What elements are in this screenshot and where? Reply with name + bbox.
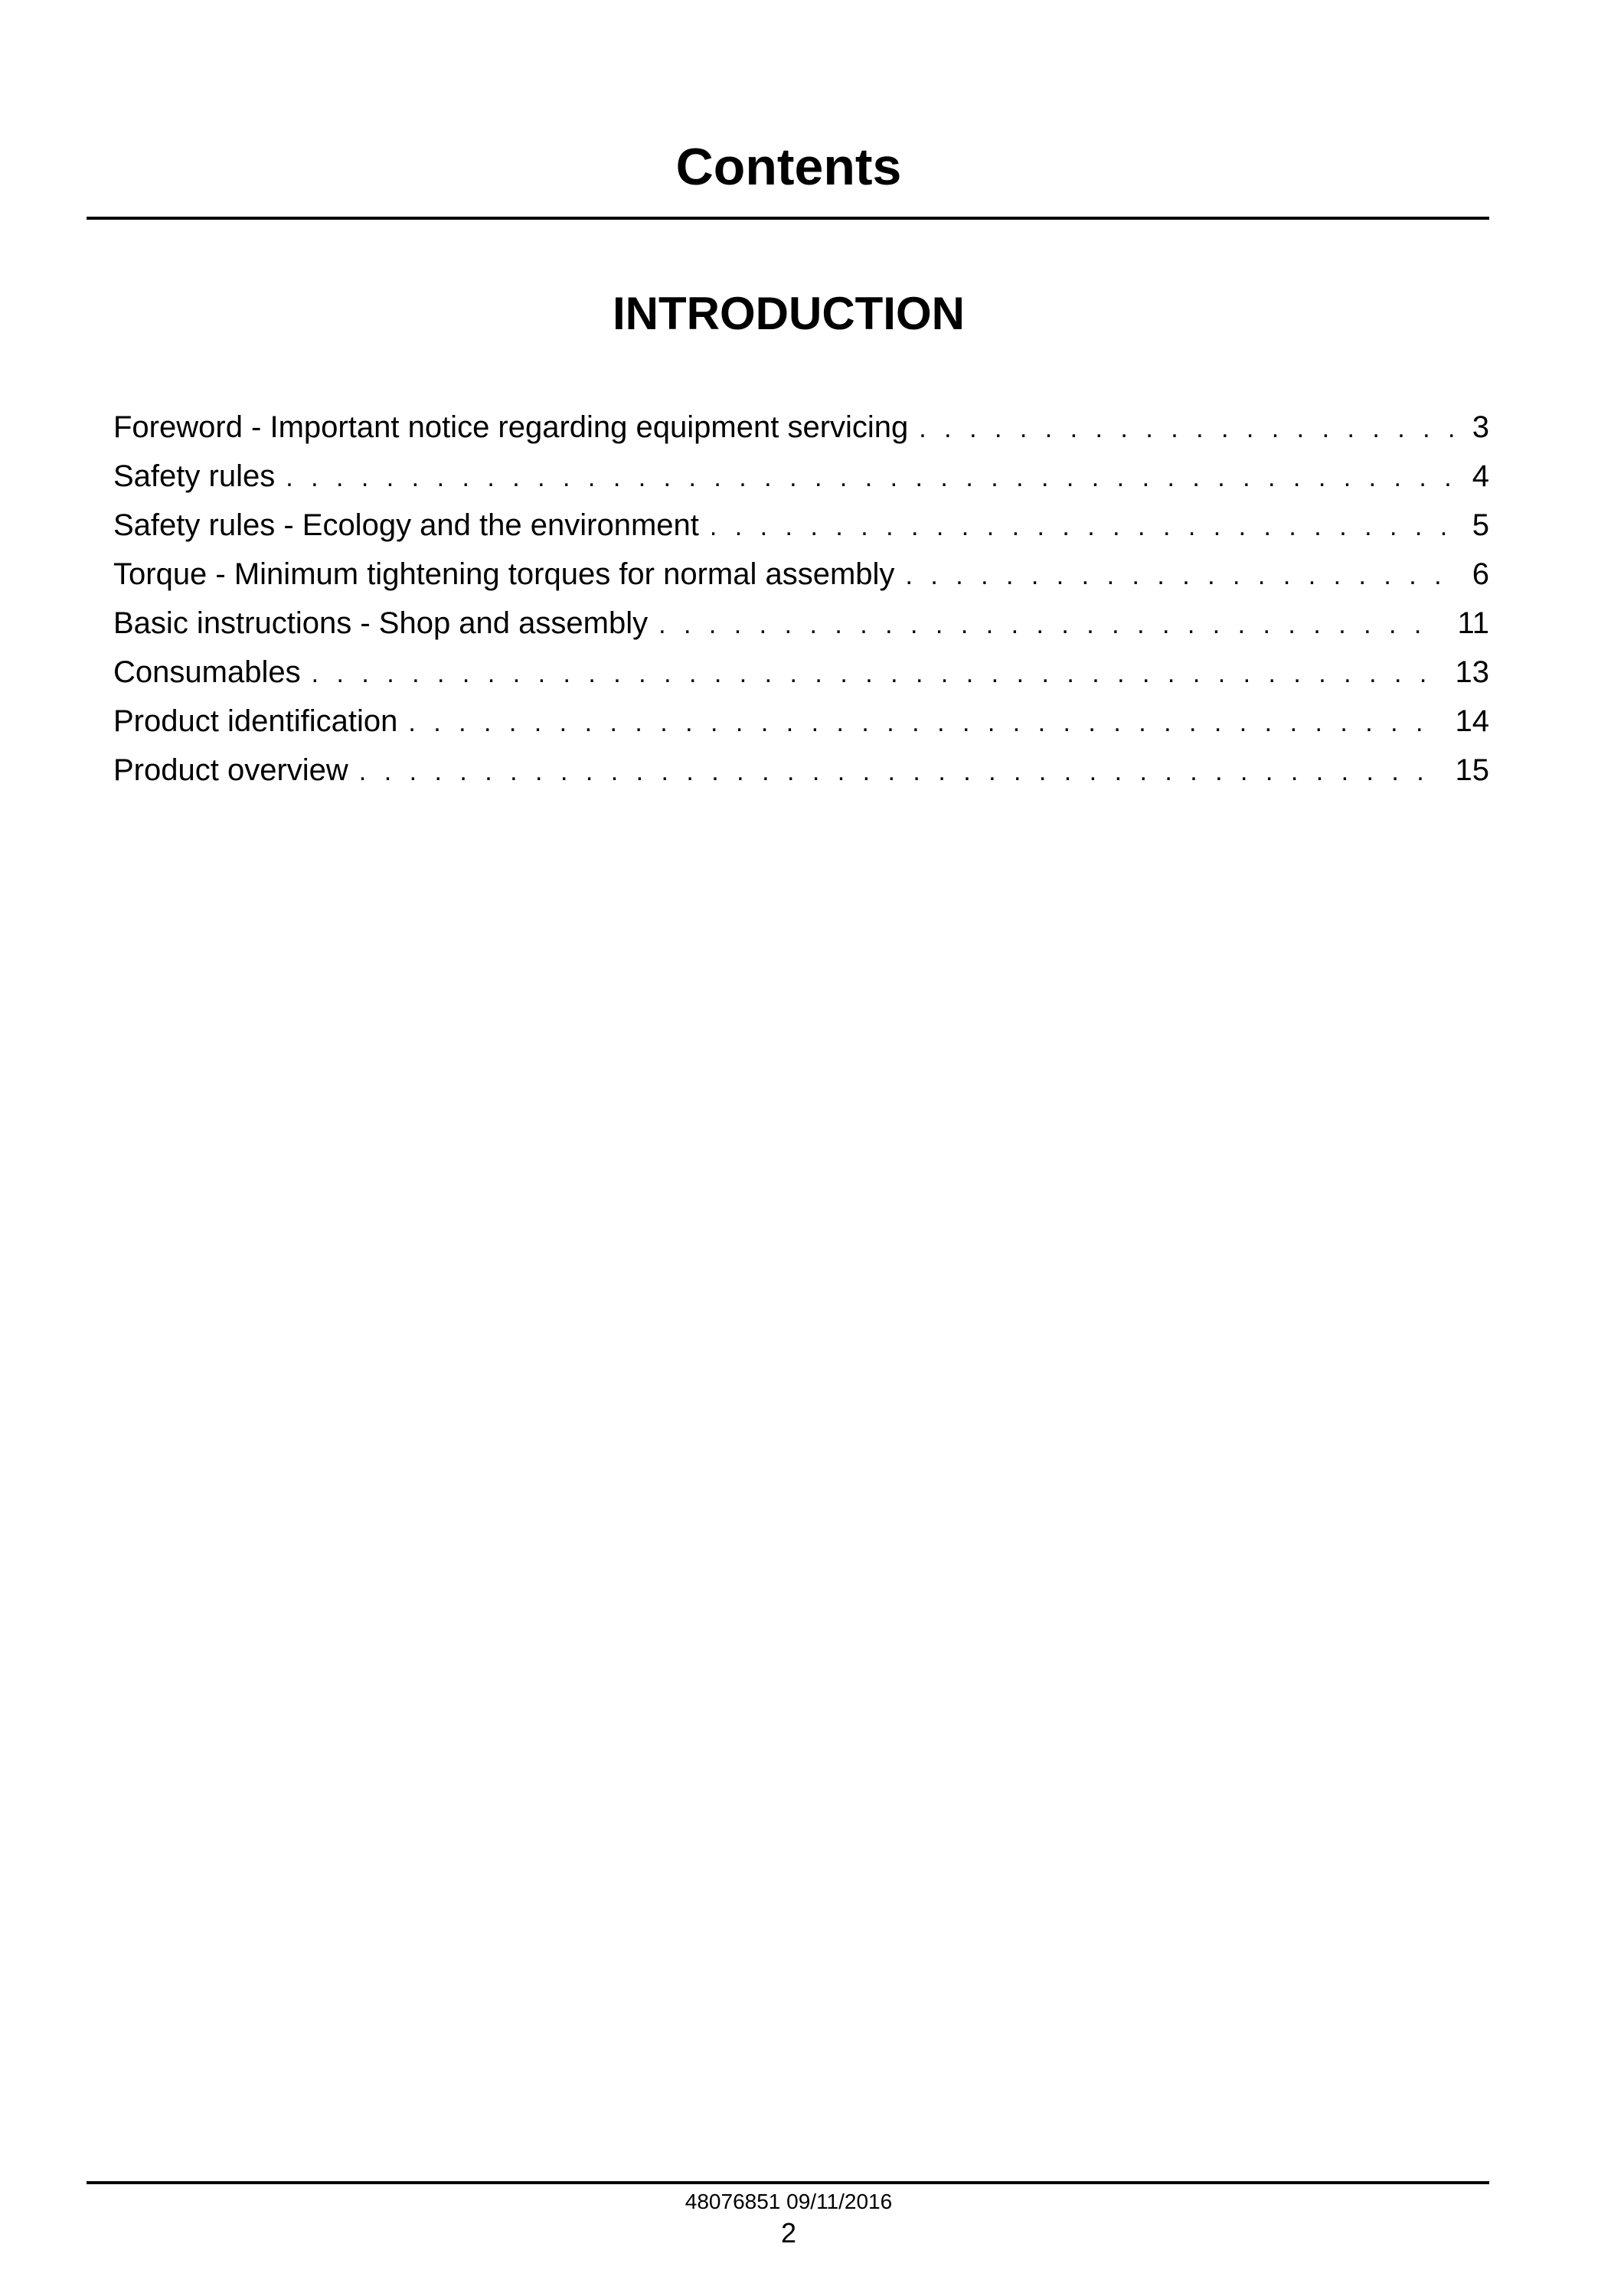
toc-dot-leader <box>312 649 1430 698</box>
toc-entry-title: Consumables <box>113 655 301 689</box>
footer-divider <box>87 2181 1489 2184</box>
toc-entry-title: Product identification <box>113 704 398 738</box>
toc-entry-title: Safety rules <box>113 459 276 493</box>
toc-entry-product-overview[interactable] <box>113 746 1489 795</box>
toc-entry-page: 15 <box>1455 753 1489 787</box>
header-divider <box>87 217 1489 220</box>
toc-entry-page: 13 <box>1455 655 1489 689</box>
page-number: 2 <box>780 2217 797 2249</box>
toc-entry-title: Safety rules - Ecology and the environment <box>113 508 699 542</box>
toc-dot-leader <box>408 698 1430 747</box>
toc-dot-leader <box>286 453 1459 502</box>
toc-entry-basic-instructions[interactable] <box>113 599 1489 648</box>
toc-entry-page: 6 <box>1472 557 1489 591</box>
toc-entry-page: 14 <box>1455 704 1489 738</box>
toc-dot-leader <box>905 551 1459 600</box>
table-of-contents <box>113 403 1489 795</box>
toc-entry-page: 5 <box>1472 508 1489 542</box>
toc-dot-leader <box>359 747 1430 796</box>
toc-entry-page: 3 <box>1472 410 1489 444</box>
toc-entry-title: Product overview <box>113 753 348 787</box>
toc-entry-consumables[interactable] <box>113 648 1489 697</box>
toc-entry-page: 4 <box>1472 459 1489 493</box>
toc-entry-title: Foreword - Important notice regarding equipment servicing <box>113 410 909 444</box>
toc-dot-leader <box>710 502 1459 551</box>
toc-dot-leader <box>658 600 1430 649</box>
toc-entry-safety-rules[interactable] <box>113 452 1489 501</box>
toc-entry-page: 11 <box>1457 606 1489 640</box>
toc-entry-torque[interactable] <box>113 550 1489 599</box>
section-heading: INTRODUCTION <box>613 288 965 339</box>
toc-entry-foreword[interactable] <box>113 403 1489 452</box>
toc-entry-ecology[interactable] <box>113 501 1489 550</box>
toc-entry-title: Torque - Minimum tightening torques for normal assembly <box>113 557 895 591</box>
page-title: Contents <box>675 138 902 196</box>
toc-entry-title: Basic instructions - Shop and assembly <box>113 606 649 640</box>
document-id: 48076851 09/11/2016 <box>685 2190 893 2213</box>
toc-dot-leader <box>919 404 1459 453</box>
toc-entry-product-identification[interactable] <box>113 697 1489 746</box>
